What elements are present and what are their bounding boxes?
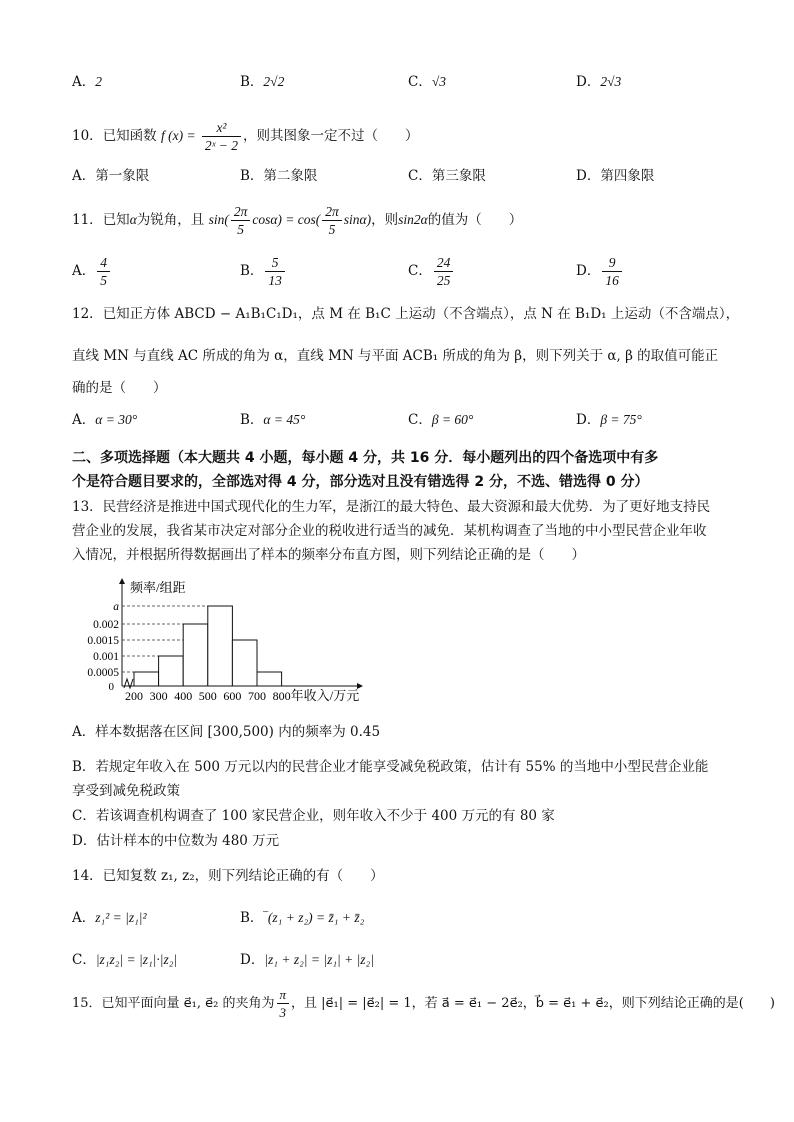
q9-option-b: B．2√2	[240, 74, 285, 90]
q12-line2: 直线 MN 与直线 AC 所成的角为 α，直线 MN 与平面 ACB₁ 所成的角为 β，则下列关于 α, β 的取值可能正	[72, 348, 719, 364]
histogram-bar	[159, 656, 184, 686]
q9-option-a: A．2	[72, 74, 102, 90]
q13-option-b-line1: B．若规定年收入在 500 万元以内的民营企业才能享受减免税政策，估计有 55% 的当地中小型民营企业能	[72, 759, 709, 775]
q12-line1: 12．已知正方体 ABCD − A₁B₁C₁D₁，点 M 在 B₁C 上运动（不含端点），点 N 在 B₁D₁ 上运动（不含端点），	[72, 306, 740, 322]
y-tick-label: 0.002	[93, 619, 119, 631]
histogram-bar	[257, 672, 282, 686]
q13-option-b-line2: 享受到减免税政策	[72, 783, 180, 799]
q9-option-d: D．2√3	[576, 74, 622, 90]
q13-line1: 13．民营经济是推进中国式现代化的生力军，是浙江的最大特色、最大资源和最大优势．为了更好地支持民	[72, 499, 711, 515]
q12-option-d: D．β = 75°	[576, 412, 642, 428]
q10-option-b: B．第二象限	[240, 168, 318, 184]
q13-option-c: C．若该调查机构调查了 100 家民营企业，则年收入不少于 400 万元的有 80 家	[72, 808, 555, 824]
q12-option-a: A．α = 30°	[72, 412, 138, 428]
q11-option-a: A． $\frac{4}{5}$	[72, 252, 112, 290]
x-tick-label: 600	[223, 689, 242, 703]
histogram-bar	[134, 672, 159, 686]
q13-line3: 入情况，并根据所得数据画出了样本的频率分布直方图，则下列结论正确的是（ ）	[72, 547, 585, 563]
x-tick-label: 400	[174, 689, 193, 703]
y-tick-label: 0.0015	[87, 635, 119, 647]
x-tick-label: 300	[149, 689, 168, 703]
q15-stem: 15．已知平面向量 e⃗₁, e⃗₂ 的夹角为 $\frac{\pi}{3}$ ，且 |e⃗₁| = |e⃗₂| = 1，若 a⃗ = e⃗₁ − 2e⃗₂，b⃗ = e⃗₁ + e⃗₂，则下列结论正确的是( )	[72, 987, 775, 1020]
q14-option-b: B．‾(z₁ + z₂) = z̄₁ + z̄₂	[240, 910, 365, 926]
x-axis-label: 年收入/万元	[290, 688, 360, 703]
x-tick-label: 200	[125, 689, 143, 703]
x-tick-label: 700	[248, 689, 266, 703]
y-tick-label: a	[113, 601, 119, 613]
y-tick-label: 0.001	[93, 651, 119, 663]
q11-option-c: C． $\frac{24}{25}$	[408, 252, 455, 290]
q14-option-c: C．|z₁z₂| = |z₁|·|z₂|	[72, 952, 178, 968]
y-axis-arrow	[119, 578, 125, 584]
section2-heading-line2: 个是符合题目要求的，全部选对得 4 分，部分选对且没有错选得 2 分，不选、错选得 0 分）	[72, 474, 649, 490]
q10-option-a: A．第一象限	[72, 168, 150, 184]
x-tick-label: 800	[272, 689, 291, 703]
q10-option-c: C．第三象限	[408, 168, 486, 184]
q11-option-d: D． $\frac{9}{16}$	[576, 252, 624, 290]
axis-break-mark	[124, 679, 133, 688]
q13-option-d: D．估计样本的中位数为 480 万元	[72, 833, 280, 849]
q11-option-b: B． $\frac{5}{13}$	[240, 252, 287, 290]
origin-label: 0	[108, 681, 114, 693]
q9-option-c: C．√3	[408, 74, 447, 90]
histogram-bar	[208, 606, 233, 686]
q14-option-a: A．z₁² = |z₁|²	[72, 910, 147, 926]
q13-option-a: A．样本数据落在区间 [300,500) 内的频率为 0.45	[72, 724, 381, 740]
q14-stem: 14．已知复数 z₁, z₂，则下列结论正确的有（ ）	[72, 868, 384, 884]
q12-option-c: C．β = 60°	[408, 412, 474, 428]
q10-stem: 10．已知函数 f (x) = $\frac{\text{x²}}{\text{2ˣ − 2}}$ ，则其图象一定不过（ ）	[72, 120, 419, 153]
q12-line3: 确的是（ ）	[72, 380, 167, 396]
q12-option-b: B．α = 45°	[240, 412, 306, 428]
histogram-bar	[183, 624, 208, 686]
histogram-bar	[232, 640, 257, 686]
q10-fraction: $\frac{\text{x²}}{\text{2ˣ − 2}}$	[202, 119, 241, 154]
section2-heading-line1: 二、多项选择题（本大题共 4 小题，每小题 4 分，共 16 分．每小题列出的四个备选项中有多	[72, 450, 659, 466]
q10-option-d: D．第四象限	[576, 168, 655, 184]
y-axis-label: 频率/组距	[130, 580, 186, 595]
x-tick-label: 500	[198, 689, 217, 703]
q14-option-d: D．|z₁ + z₂| = |z₁| + |z₂|	[240, 952, 374, 968]
q11-stem: 11．已知α为锐角，且 sin( $\frac{2\pi}{5}$ cosα) = cos( $\frac{2\pi}{5}$ sinα)，则sin2α的值为（ ）	[72, 204, 523, 237]
q13-line2: 营企业的发展，我省某市决定对部分企业的税收进行适当的减免．某机构调查了当地的中小型民营企业年收	[72, 523, 707, 539]
y-tick-label: 0.0005	[87, 667, 119, 679]
frequency-histogram	[72, 574, 392, 706]
